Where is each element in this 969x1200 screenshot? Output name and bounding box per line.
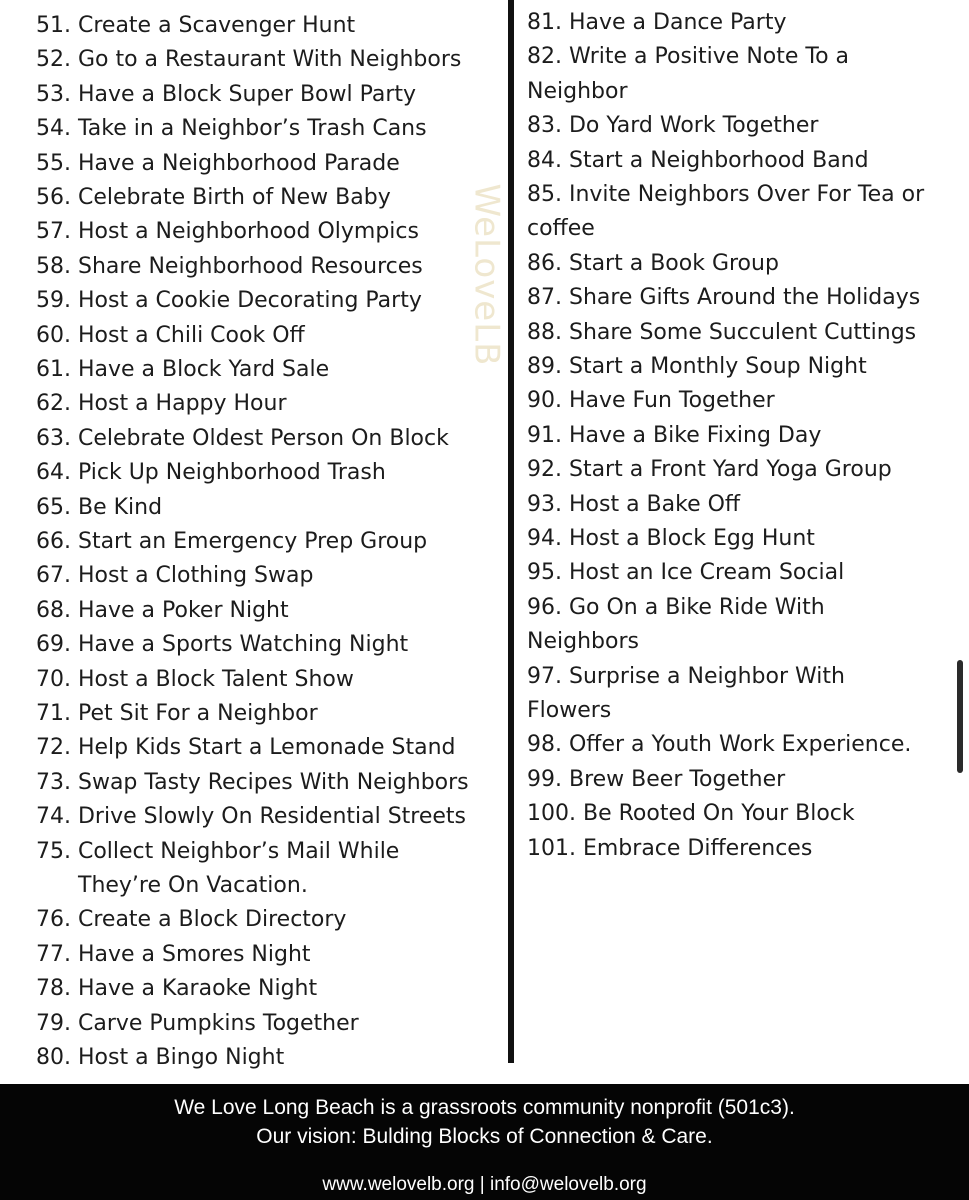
list-item: 85. Invite Neighbors Over For Tea or (527, 182, 925, 207)
list-item: coffee (527, 216, 595, 242)
list-item: 81. Have a Dance Party (527, 10, 787, 35)
watermark (456, 140, 516, 410)
list-item: 73. Swap Tasty Recipes With Neighbors (36, 769, 469, 795)
list-item: 91. Have a Bike Fixing Day (527, 422, 822, 448)
list-item: 96. Go On a Bike Ride With (527, 594, 825, 620)
list-item: 78. Have a Karaoke Night (36, 976, 318, 1002)
watermark-text: WeLoveLB (466, 183, 506, 367)
list-item: 93. Host a Bake Off (527, 491, 741, 517)
list-item: Flowers (527, 698, 612, 723)
list-item: 79. Carve Pumpkins Together (36, 1010, 359, 1036)
list-item: 55. Have a Neighborhood Parade (36, 150, 400, 176)
list-item: 77. Have a Smores Night (36, 941, 311, 967)
list-item: 98. Offer a Youth Work Experience. (527, 732, 912, 758)
list-item: Neighbors (527, 629, 639, 655)
list-item: 53. Have a Block Super Bowl Party (36, 81, 417, 107)
list-item: 88. Share Some Succulent Cuttings (527, 319, 917, 345)
scrollbar[interactable] (957, 660, 963, 773)
list-item: 74. Drive Slowly On Residential Streets (36, 804, 467, 830)
list-item: 94. Host a Block Egg Hunt (527, 526, 815, 551)
list-item: 90. Have Fun Together (527, 388, 775, 414)
list-item: 95. Host an Ice Cream Social (527, 560, 845, 586)
list-item: 89. Start a Monthly Soup Night (527, 354, 867, 379)
footer-contact: www.welovelb.org | info@welovelb.org (322, 1174, 647, 1195)
list-item: 83. Do Yard Work Together (527, 113, 819, 139)
list-item: 72. Help Kids Start a Lemonade Stand (36, 735, 456, 761)
list-item: 58. Share Neighborhood Resources (36, 253, 423, 279)
footer-mission: We Love Long Beach is a grassroots community nonprofit (501c3). (174, 1096, 795, 1119)
list-item: 84. Start a Neighborhood Band (527, 147, 869, 173)
list-item: 65. Be Kind (36, 494, 163, 520)
footer-vision: Our vision: Bulding Blocks of Connection & Care. (256, 1125, 713, 1148)
list-item: 86. Start a Book Group (527, 250, 779, 276)
list-item: 57. Host a Neighborhood Olympics (36, 219, 419, 245)
list-item: 51. Create a Scavenger Hunt (36, 13, 356, 38)
list-item: 63. Celebrate Oldest Person On Block (36, 425, 449, 451)
list-item: 61. Have a Block Yard Sale (36, 357, 330, 382)
list-item: 70. Host a Block Talent Show (36, 666, 354, 692)
list-item: 71. Pet Sit For a Neighbor (36, 701, 318, 726)
list-item: 66. Start an Emergency Prep Group (36, 529, 428, 554)
list-item: 69. Have a Sports Watching Night (36, 632, 409, 658)
list-item: 59. Host a Cookie Decorating Party (36, 288, 422, 314)
list-item: They’re On Vacation. (78, 873, 308, 898)
list-item: 64. Pick Up Neighborhood Trash (36, 460, 386, 486)
list-item: 67. Host a Clothing Swap (36, 563, 314, 589)
list-item: 75. Collect Neighbor’s Mail While (36, 838, 400, 864)
list-item: 76. Create a Block Directory (36, 907, 347, 933)
list-item: 97. Surprise a Neighbor With (527, 663, 845, 689)
list-item: 92. Start a Front Yard Yoga Group (527, 457, 892, 483)
list-item: 68. Have a Poker Night (36, 597, 289, 623)
list-item: 54. Take in a Neighbor’s Trash Cans (36, 116, 427, 142)
list-item: 60. Host a Chili Cook Off (36, 322, 305, 348)
list-item: 101. Embrace Differences (527, 835, 813, 861)
list-item: 82. Write a Positive Note To a (527, 44, 850, 70)
list-item: 80. Host a Bingo Night (36, 1045, 285, 1070)
list-item: 62. Host a Happy Hour (36, 391, 287, 417)
list-item: 56. Celebrate Birth of New Baby (36, 185, 391, 210)
footer (0, 1084, 969, 1200)
list-item: 52. Go to a Restaurant With Neighbors (36, 47, 462, 73)
list-item: 100. Be Rooted On Your Block (527, 801, 855, 827)
list-item: 99. Brew Beer Together (527, 766, 786, 792)
list-item: 87. Share Gifts Around the Holidays (527, 285, 921, 311)
list-item: Neighbor (527, 78, 628, 104)
